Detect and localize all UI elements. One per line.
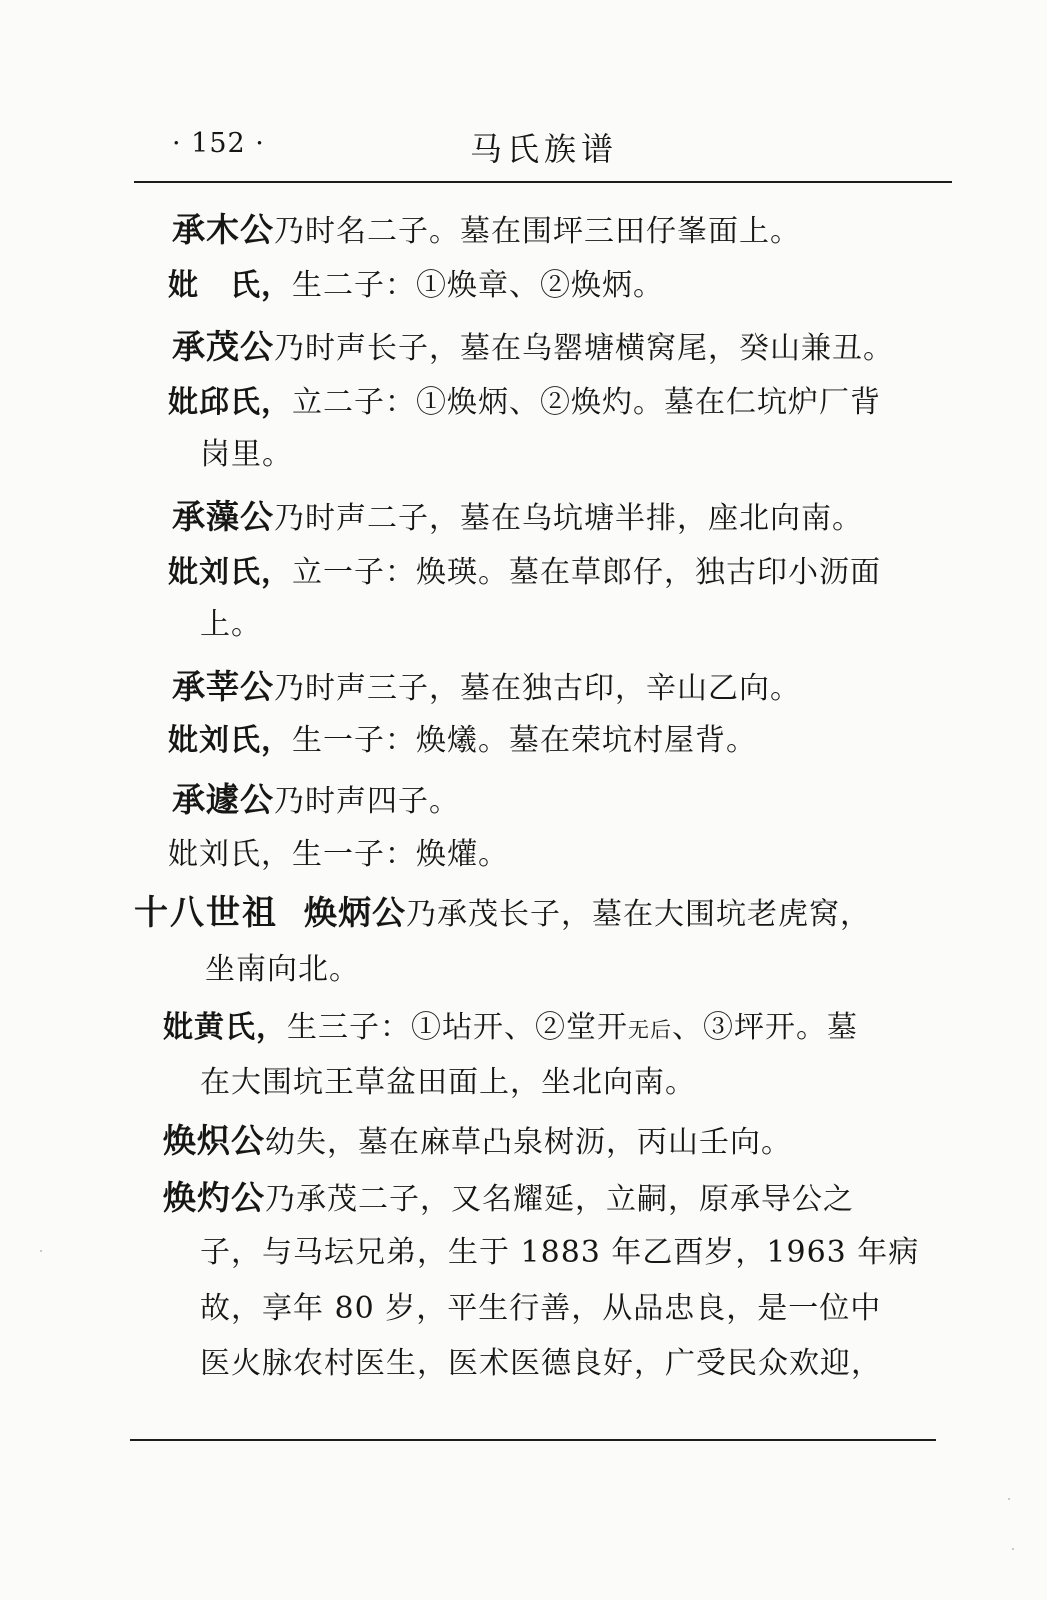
line-text: 幼失，墓在麻草凸泉树沥，丙山壬向。 [265,1125,792,1160]
line-text: 医火脉农村医生，医术医德良好，广受民众欢迎， [200,1346,882,1381]
line-text: 立二子：①焕炳、②焕灼。墓在仁坑炉厂背 [292,385,881,420]
person-name: 焕灼公 [163,1178,265,1217]
entry-chengxin [172,667,801,709]
entry-huanzhuo-cont-2 [200,1289,881,1329]
person-name: 焕炽公 [163,1121,265,1160]
entry-huanzhuo-cont-1 [200,1233,919,1273]
line-text: 生三子：①坫开、②堂开 [287,1010,628,1045]
wife-chengxin [168,721,757,761]
person-name: 承茂公 [172,327,274,366]
wife-chengju [168,835,509,875]
entry-chengmao [172,327,894,369]
entry-huanbing [134,893,871,935]
line-text: 乃时名二子。墓在围坪三田仔峯面上。 [274,214,801,249]
spouse-label: 妣刘氏， [168,555,292,590]
line-text: 乃时声二子，墓在乌坑塘半排，座北向南。 [274,501,863,536]
line-text: 乃时声三子，墓在独古印，辛山乙向。 [274,671,801,706]
entry-huanzhi [163,1121,792,1163]
line-text: 乃时声长子，墓在乌罂塘横窝尾，癸山兼丑。 [274,331,894,366]
wife-huanbing-cont [200,1063,696,1103]
wife-chengmao [168,383,881,423]
spouse-label: 妣邱氏， [168,385,292,420]
spouse-label: 妣刘氏， [168,723,292,758]
line-text: 乃承茂长子，墓在大围坑老虎窝， [406,897,871,932]
entry-chengju [172,780,460,822]
line-text: 乃时声四子。 [274,784,460,819]
line-text: 子，与马坛兄弟，生于 1883 年乙酉岁，1963 年病 [200,1235,920,1270]
entry-huanzhuo-cont-3 [200,1344,882,1384]
line-text: 故，享年 80 岁，平生行善，从品忠良，是一位中 [200,1291,882,1326]
person-name: 承藻公 [172,497,274,536]
line-text: 乃承茂二子，又名耀延，立嗣，原承导公之 [265,1182,854,1217]
line-text: 生二子：①焕章、②焕炳。 [292,268,664,303]
generation-label: 十八世祖 [134,893,278,933]
line-text: 妣刘氏，生一子：焕爟。 [168,837,509,872]
entry-huanzhuo [163,1178,854,1220]
person-name: 承遽公 [172,780,274,819]
line-text: 坐南向北。 [205,952,360,987]
entry-chengzao [172,497,863,539]
wife-chengmu [168,266,664,306]
entry-chengmu [172,210,801,252]
line-text: 在大围坑王草盆田面上，坐北向南。 [200,1065,696,1100]
entry-huanbing-cont [205,950,360,990]
wife-chengzao [168,553,881,593]
footer-rule [130,1439,936,1441]
line-text: 岗里。 [200,437,293,472]
page-number: · 152 · [172,128,265,159]
wife-huanbing [163,1008,858,1050]
spouse-label: 妣 氏， [168,268,292,303]
spouse-label: 妣黄氏， [163,1010,287,1045]
line-text: 、③坪开。墓 [672,1010,858,1045]
paper-speck [1012,1548,1014,1550]
line-text: 生一子：焕爔。墓在荣坑村屋背。 [292,723,757,758]
person-name: 焕炳公 [304,893,406,932]
paper-speck [1008,1498,1010,1500]
line-text: 上。 [200,607,262,642]
paper-speck [40,1250,42,1252]
wife-chengzao-cont [200,605,262,645]
person-name: 承木公 [172,210,274,249]
running-title: 马氏族谱 [470,130,619,168]
person-name: 承莘公 [172,667,274,706]
line-text: 立一子：焕瑛。墓在草郎仔，独古印小沥面 [292,555,881,590]
inline-note: 无后 [628,1018,672,1042]
wife-chengmao-cont [200,435,293,475]
